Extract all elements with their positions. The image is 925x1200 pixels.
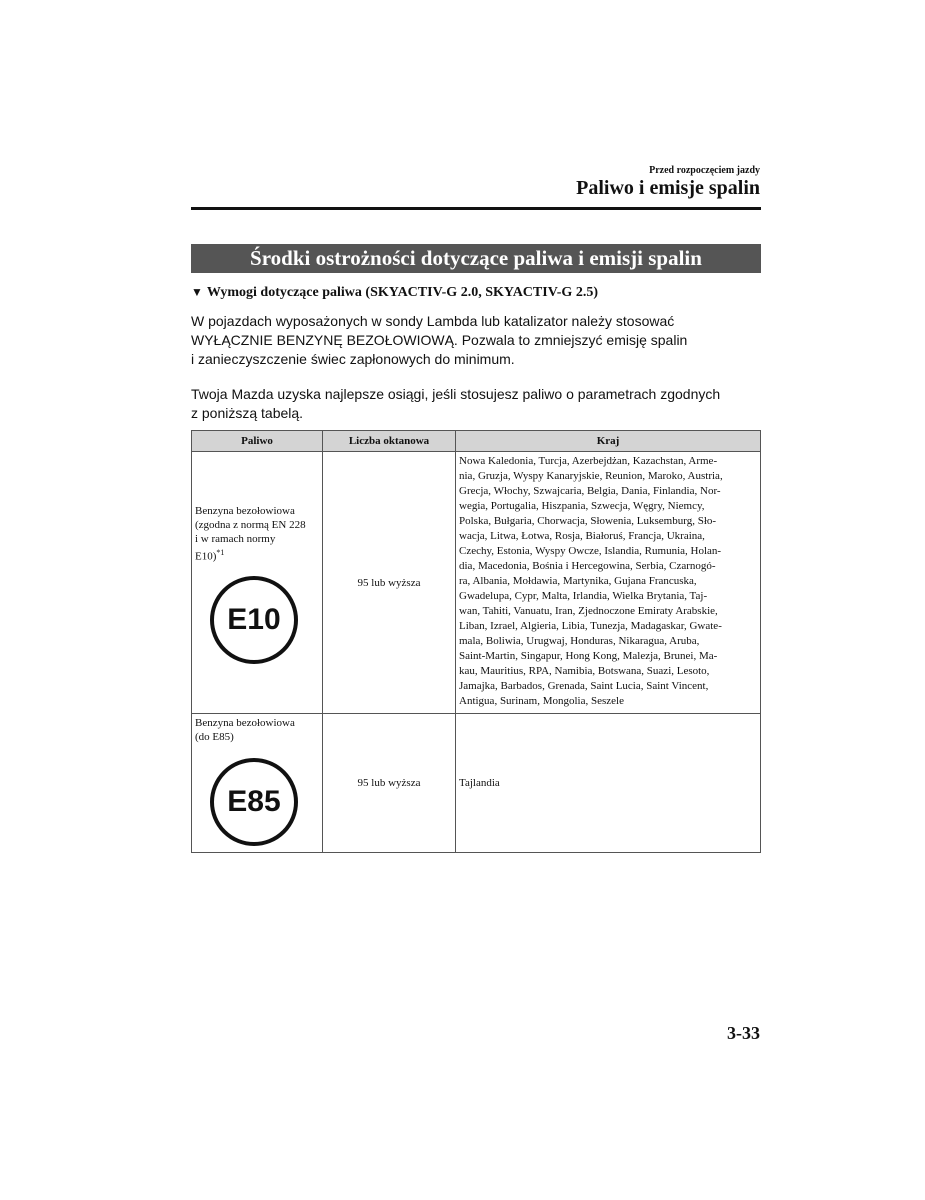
table-row xyxy=(192,714,761,853)
fuel-line xyxy=(195,546,319,564)
fuel-table xyxy=(191,430,761,853)
triangle-down-icon: ▼ xyxy=(191,285,203,299)
country-line: ra, Albania, Mołdawia, Martynika, Gujana Francuska, xyxy=(459,575,697,587)
fuel-line: i w ramach normy xyxy=(195,533,276,545)
fuel-cell xyxy=(192,714,323,853)
footnote-marker: *1 xyxy=(216,548,225,557)
country-line: Nowa Kaledonia, Turcja, Azerbejdżan, Kazachstan, Arme- xyxy=(459,455,718,467)
paragraph-line: W pojazdach wyposażonych w sondy Lambda lub katalizator należy stosować xyxy=(191,313,675,329)
country-line: nia, Gruzja, Wyspy Kanaryjskie, Reunion, Maroko, Austria, xyxy=(459,470,723,482)
country-line: Saint-Martin, Singapur, Hong Kong, Malezja, Brunei, Ma- xyxy=(459,650,718,662)
paragraph-line: z poniższą tabelą. xyxy=(191,405,304,421)
fuel-line: Benzyna bezołowiowa xyxy=(195,505,295,517)
subheading-text: Wymogi dotyczące paliwa (SKYACTIV-G 2.0, SKYACTIV-G 2.5) xyxy=(206,285,598,300)
fuel-line: (zgodna z normą EN 228 xyxy=(195,519,306,531)
paragraph-line: WYŁĄCZNIE BENZYNĘ BEZOŁOWIOWĄ. Pozwala to zmniejszyć emisję spalin xyxy=(191,332,688,348)
column-header-fuel: Paliwo xyxy=(192,431,323,452)
fuel-cell xyxy=(192,452,323,714)
country-cell xyxy=(456,714,761,853)
page-number: 3-33 xyxy=(727,1023,760,1043)
country-line: Antigua, Surinam, Mongolia, Seszele xyxy=(459,695,624,707)
country-line: wegia, Portugalia, Hiszpania, Szwecja, Węgry, Niemcy, xyxy=(459,500,705,512)
table-header-row xyxy=(192,431,761,452)
header-rule xyxy=(191,207,761,210)
table-row xyxy=(192,452,761,714)
subheading xyxy=(191,285,598,301)
country-line: kau, Mauritius, RPA, Namibia, Botswana, Suazi, Lesoto, xyxy=(459,665,710,677)
octane-cell: 95 lub wyższa xyxy=(323,452,456,714)
section-header: Przed rozpoczęciem jazdy xyxy=(649,165,760,176)
country-list xyxy=(456,452,760,711)
country-line: Tajlandia xyxy=(459,776,500,789)
country-line: Jamajka, Barbados, Grenada, Saint Lucia, Saint Vincent, xyxy=(459,680,709,692)
country-line: dia, Macedonia, Bośnia i Hercegowina, Serbia, Czarnogó- xyxy=(459,560,716,572)
country-list xyxy=(456,774,760,793)
paragraph-performance xyxy=(191,385,751,423)
octane-cell: 95 lub wyższa xyxy=(323,714,456,853)
country-line: wacja, Litwa, Łotwa, Rosja, Białoruś, Francja, Ukraina, xyxy=(459,530,705,542)
page-title: Paliwo i emisje spalin xyxy=(576,177,760,199)
paragraph-line: i zanieczyszczenie świec zapłonowych do minimum. xyxy=(191,351,515,367)
paragraph-line: Twoja Mazda uzyska najlepsze osiągi, jeśli stosujesz paliwo o parametrach zgodnych xyxy=(191,386,721,402)
paragraph-lambda xyxy=(191,312,751,369)
column-header-country: Kraj xyxy=(456,431,761,452)
country-line: Gwadelupa, Cypr, Malta, Irlandia, Wielka Brytania, Taj- xyxy=(459,590,708,602)
fuel-line: Benzyna bezołowiowa xyxy=(195,717,295,729)
fuel-line-text: E10) xyxy=(195,550,217,563)
country-line: mala, Boliwia, Urugwaj, Honduras, Nikaragua, Aruba, xyxy=(459,635,700,647)
section-banner: Środki ostrożności dotyczące paliwa i emisji spalin xyxy=(191,244,761,273)
e85-badge-icon: E85 xyxy=(210,758,298,846)
fuel-line: (do E85) xyxy=(195,731,234,743)
country-line: wan, Tahiti, Vanuatu, Iran, Zjednoczone Emiraty Arabskie, xyxy=(459,605,718,617)
country-line: Polska, Bułgaria, Chorwacja, Słowenia, Luksemburg, Sło- xyxy=(459,515,717,527)
country-line: Grecja, Włochy, Szwajcaria, Belgia, Dania, Finlandia, Nor- xyxy=(459,485,721,497)
e10-badge-icon: E10 xyxy=(210,576,298,664)
country-cell xyxy=(456,452,761,714)
country-line: Czechy, Estonia, Wyspy Owcze, Islandia, Rumunia, Holan- xyxy=(459,545,722,557)
country-line: Liban, Izrael, Algieria, Libia, Tunezja, Madagaskar, Gwate- xyxy=(459,620,722,632)
column-header-octane: Liczba oktanowa xyxy=(323,431,456,452)
